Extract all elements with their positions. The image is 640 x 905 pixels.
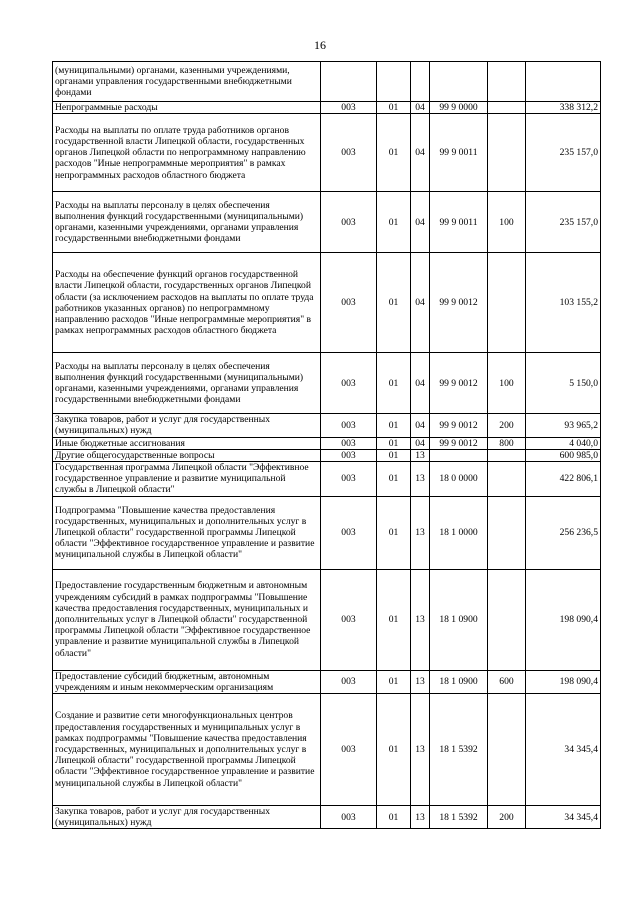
row-vr-cell xyxy=(488,462,526,497)
row-cs-cell: 18 1 0000 xyxy=(430,496,488,569)
row-name-cell: Иные бюджетные ассигнования xyxy=(53,437,321,449)
row-vr-cell: 600 xyxy=(488,670,526,693)
row-rz-cell: 01 xyxy=(377,806,411,829)
row-sum-cell: 422 806,1 xyxy=(526,462,601,497)
table-row xyxy=(53,496,601,569)
row-sum-cell: 198 090,4 xyxy=(526,569,601,670)
row-sum-cell: 235 157,0 xyxy=(526,114,601,192)
row-gr-cell: 003 xyxy=(321,449,377,461)
row-sum-cell: 103 155,2 xyxy=(526,253,601,353)
row-pr-cell: 04 xyxy=(411,437,430,449)
table-row xyxy=(53,353,601,414)
row-cs-cell: 99 9 0012 xyxy=(430,414,488,437)
row-sum-cell: 5 150,0 xyxy=(526,353,601,414)
row-vr-cell xyxy=(488,449,526,461)
row-vr-cell xyxy=(488,694,526,806)
row-vr-cell xyxy=(488,253,526,353)
row-rz-cell: 01 xyxy=(377,449,411,461)
row-name-cell: Расходы на обеспечение функций органов государственной власти Липецкой области, государственных органов Липецкой области (за исключением расходов на выплаты по оплате труда работников указанных органов) по непрограммному направлению расходов "Иные непрограммные мероприятия" в рамках непрограммных расходов областного бюджета xyxy=(53,253,321,353)
row-sum-cell: 338 312,2 xyxy=(526,102,601,114)
row-name-cell: Создание и развитие сети многофункциональных центров предоставления государственных и муниципальных услуг в рамках подпрограммы "Повышение качества предоставления государственных, муниципальных и дополнительных услуг в Липецкой области" государственной программы Липецкой области "Эффективное государственное управление и развитие муниципальной службы в Липецкой области" xyxy=(53,694,321,806)
row-pr-cell: 13 xyxy=(411,694,430,806)
row-name-cell: Государственная программа Липецкой области "Эффективное государственное управление и развитие муниципальной службы в Липецкой области" xyxy=(53,462,321,497)
row-rz-cell: 01 xyxy=(377,496,411,569)
row-gr-cell: 003 xyxy=(321,114,377,192)
row-vr-cell xyxy=(488,496,526,569)
row-vr-cell xyxy=(488,569,526,670)
row-name-cell: Закупка товаров, работ и услуг для государственных (муниципальных) нужд xyxy=(53,806,321,829)
row-name-cell: Расходы на выплаты по оплате труда работников органов государственной власти Липецкой области, государственных органов Липецкой области по непрограммному направлению расходов "Иные непрограммные мероприятия" в рамках непрограммных расходов областного бюджета xyxy=(53,114,321,192)
row-name-cell: Подпрограмма "Повышение качества предоставления государственных, муниципальных и дополнительных услуг в Липецкой области" государственной программы Липецкой области "Эффективное государственное управление и развитие муниципальной службы в Липецкой области" xyxy=(53,496,321,569)
row-sum-cell: 93 965,2 xyxy=(526,414,601,437)
row-cs-cell: 18 1 5392 xyxy=(430,806,488,829)
table-row xyxy=(53,192,601,253)
row-pr-cell: 13 xyxy=(411,569,430,670)
table-row xyxy=(53,449,601,461)
row-cs-cell: 99 9 0012 xyxy=(430,437,488,449)
row-pr-cell: 04 xyxy=(411,353,430,414)
row-rz-cell: 01 xyxy=(377,694,411,806)
row-vr-cell: 200 xyxy=(488,414,526,437)
row-cs-cell xyxy=(430,62,488,102)
row-gr-cell: 003 xyxy=(321,437,377,449)
row-pr-cell: 04 xyxy=(411,253,430,353)
row-cs-cell: 18 1 0900 xyxy=(430,670,488,693)
row-gr-cell: 003 xyxy=(321,694,377,806)
row-vr-cell: 100 xyxy=(488,353,526,414)
row-cs-cell: 99 9 0011 xyxy=(430,192,488,253)
row-gr-cell: 003 xyxy=(321,353,377,414)
table-row xyxy=(53,806,601,829)
row-name-cell: Расходы на выплаты персоналу в целях обеспечения выполнения функций государственными (муниципальными) органами, казенными учреждениями, органами управления государственными внебюджетными фондами xyxy=(53,192,321,253)
budget-table xyxy=(52,61,601,829)
row-rz-cell: 01 xyxy=(377,670,411,693)
table-row xyxy=(53,569,601,670)
row-name-cell: Другие общегосударственные вопросы xyxy=(53,449,321,461)
row-cs-cell: 99 9 0012 xyxy=(430,353,488,414)
row-name-cell: Расходы на выплаты персоналу в целях обеспечения выполнения функций государственными (муниципальными) органами, казенными учреждениями, органами управления государственными внебюджетными фондами xyxy=(53,353,321,414)
row-gr-cell: 003 xyxy=(321,192,377,253)
table-row xyxy=(53,462,601,497)
row-sum-cell: 4 040,0 xyxy=(526,437,601,449)
row-gr-cell: 003 xyxy=(321,670,377,693)
row-vr-cell xyxy=(488,62,526,102)
row-name-cell: Закупка товаров, работ и услуг для государственных (муниципальных) нужд xyxy=(53,414,321,437)
table-row xyxy=(53,62,601,102)
row-name-cell: Непрограммные расходы xyxy=(53,102,321,114)
row-cs-cell: 18 1 0900 xyxy=(430,569,488,670)
row-pr-cell: 13 xyxy=(411,496,430,569)
row-name-cell: Предоставление государственным бюджетным и автономным учреждениям субсидий в рамках подпрограммы "Повышение качества предоставления государственных, муниципальных и дополнительных услуг в Липецкой области" государственной программы Липецкой области "Эффективное государственное управление и развитие муниципальной службы в Липецкой области" xyxy=(53,569,321,670)
row-rz-cell: 01 xyxy=(377,192,411,253)
row-pr-cell: 04 xyxy=(411,102,430,114)
row-name-cell: Предоставление субсидий бюджетным, автономным учреждениям и иным некоммерческим организациям xyxy=(53,670,321,693)
row-rz-cell: 01 xyxy=(377,462,411,497)
row-gr-cell: 003 xyxy=(321,462,377,497)
row-gr-cell xyxy=(321,62,377,102)
row-rz-cell: 01 xyxy=(377,353,411,414)
row-cs-cell: 99 9 0012 xyxy=(430,253,488,353)
row-rz-cell: 01 xyxy=(377,102,411,114)
row-vr-cell: 200 xyxy=(488,806,526,829)
row-cs-cell: 99 9 0011 xyxy=(430,114,488,192)
row-pr-cell: 04 xyxy=(411,192,430,253)
row-rz-cell: 01 xyxy=(377,437,411,449)
table-row xyxy=(53,102,601,114)
row-gr-cell: 003 xyxy=(321,414,377,437)
row-pr-cell: 13 xyxy=(411,670,430,693)
row-gr-cell: 003 xyxy=(321,496,377,569)
row-cs-cell xyxy=(430,449,488,461)
row-pr-cell: 13 xyxy=(411,449,430,461)
row-gr-cell: 003 xyxy=(321,253,377,353)
row-rz-cell: 01 xyxy=(377,253,411,353)
row-rz-cell: 01 xyxy=(377,569,411,670)
table-row xyxy=(53,253,601,353)
row-vr-cell xyxy=(488,102,526,114)
row-cs-cell: 18 1 5392 xyxy=(430,694,488,806)
row-sum-cell: 198 090,4 xyxy=(526,670,601,693)
row-gr-cell: 003 xyxy=(321,806,377,829)
table-row xyxy=(53,694,601,806)
row-pr-cell: 13 xyxy=(411,806,430,829)
row-sum-cell: 34 345,4 xyxy=(526,694,601,806)
row-sum-cell: 256 236,5 xyxy=(526,496,601,569)
row-cs-cell: 18 0 0000 xyxy=(430,462,488,497)
row-sum-cell: 600 985,0 xyxy=(526,449,601,461)
row-vr-cell xyxy=(488,114,526,192)
row-cs-cell: 99 9 0000 xyxy=(430,102,488,114)
row-vr-cell: 800 xyxy=(488,437,526,449)
row-gr-cell: 003 xyxy=(321,102,377,114)
row-sum-cell: 34 345,4 xyxy=(526,806,601,829)
table-row xyxy=(53,114,601,192)
row-gr-cell: 003 xyxy=(321,569,377,670)
row-pr-cell: 04 xyxy=(411,414,430,437)
row-rz-cell: 01 xyxy=(377,114,411,192)
row-pr-cell: 04 xyxy=(411,114,430,192)
budget-table-body xyxy=(53,62,601,829)
row-sum-cell: 235 157,0 xyxy=(526,192,601,253)
table-row xyxy=(53,414,601,437)
row-vr-cell: 100 xyxy=(488,192,526,253)
page-number: 16 xyxy=(314,38,326,52)
table-row xyxy=(53,670,601,693)
table-row xyxy=(53,437,601,449)
row-name-cell: (муниципальными) органами, казенными учреждениями, органами управления государственными внебюджетными фондами xyxy=(53,62,321,102)
row-rz-cell xyxy=(377,62,411,102)
row-pr-cell xyxy=(411,62,430,102)
row-rz-cell: 01 xyxy=(377,414,411,437)
row-sum-cell xyxy=(526,62,601,102)
row-pr-cell: 13 xyxy=(411,462,430,497)
